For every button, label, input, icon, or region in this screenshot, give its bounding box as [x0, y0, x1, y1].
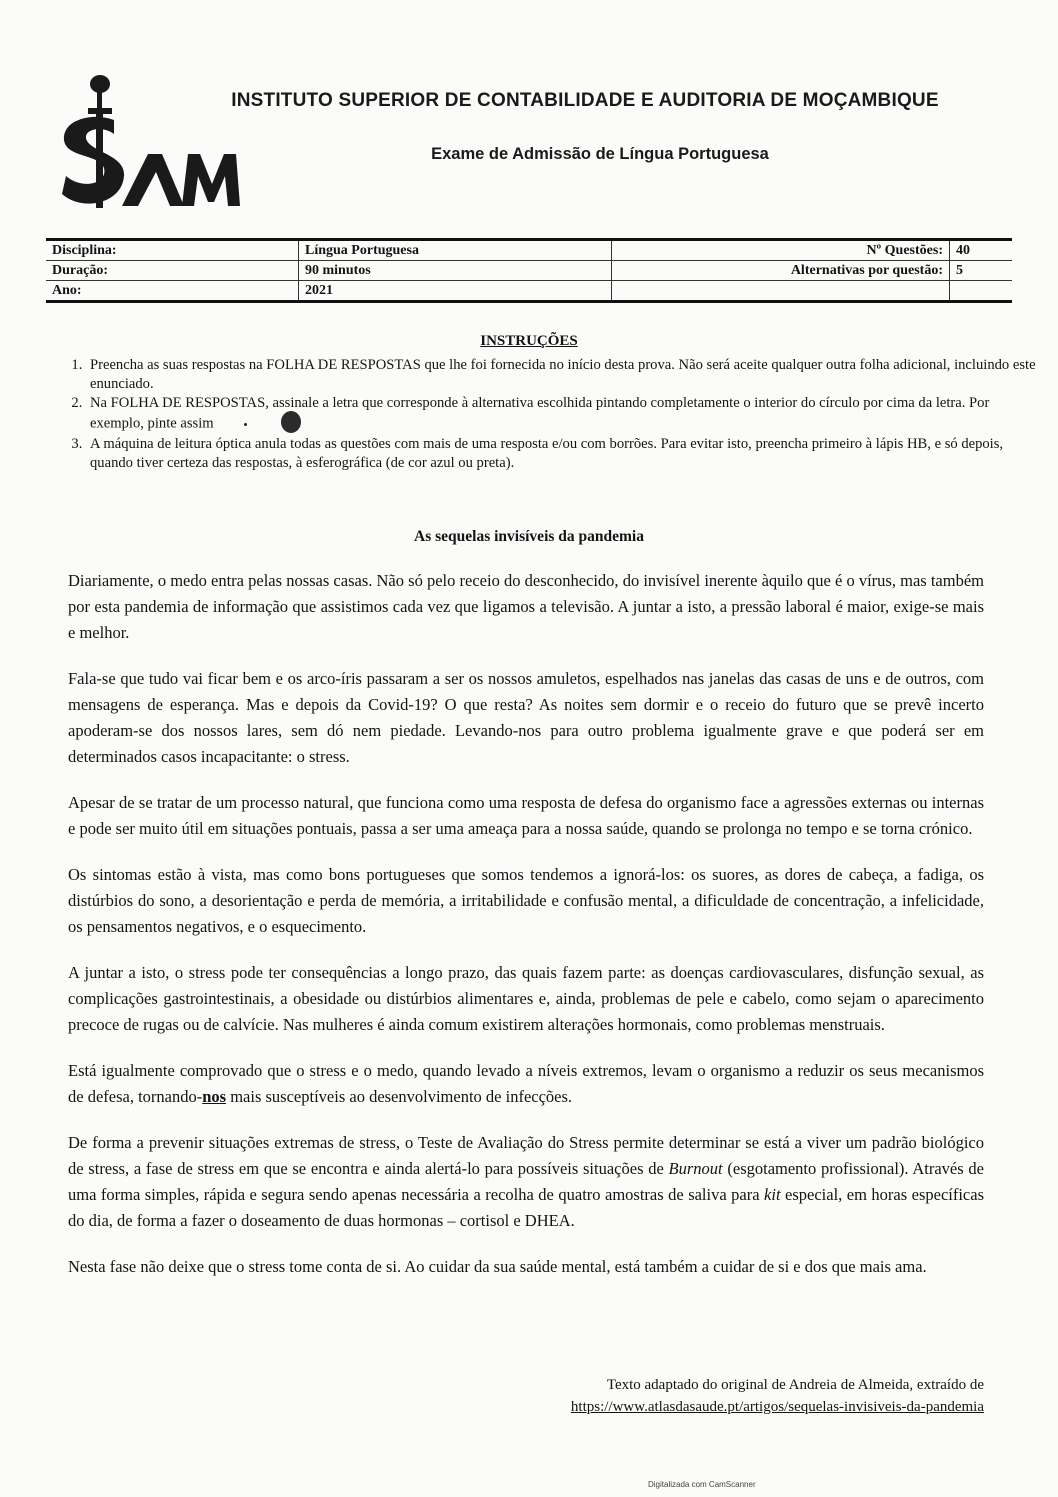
info-right-label: Alternativas por questão:: [612, 261, 950, 281]
credit-text: Texto adaptado do original de Andreia de Almeida, extraído de: [606, 1377, 984, 1393]
info-right-label: Nº Questões:: [612, 240, 950, 261]
instruction-text: A máquina de leitura óptica anula todas as questões com mais de uma resposta e/ou com borrões. Para evitar isto, preencha primeiro à lápis HB, e só depois, quando tiver certeza das respostas, à esferográfica (de cor azul ou preta).: [90, 436, 1004, 471]
italic-term: Burnout: [668, 1159, 723, 1178]
paragraph-text: Está igualmente comprovado que o stress e o medo, quando levado a níveis extremos, levam o organismo a reduzir os seus mecanismos de defesa, tornando-: [68, 1061, 984, 1106]
article-title: As sequelas invisíveis da pandemia: [414, 528, 644, 545]
table-row: [46, 261, 1012, 281]
instruction-item: [86, 435, 1036, 473]
info-value: Língua Portuguesa: [299, 240, 612, 261]
paragraph: A juntar a isto, o stress pode ter consequências a longo prazo, das quais fazem parte: as doenças cardiovasculares, disfunção sexual, as complicações gastrointestinais, a obesidade ou distúrbios alimentares e, ainda, problemas de pele e cabelo, como sejam o aparecimento precoce de rugas ou de calvície. Nas mulheres é ainda comum existirem alterações hormonais, como problemas menstruais.: [68, 963, 984, 1034]
period-dot: [244, 423, 247, 426]
info-value: 2021: [299, 281, 612, 302]
instruction-item: [86, 356, 1036, 394]
source-credit: [571, 1374, 984, 1418]
paragraph: Diariamente, o medo entra pelas nossas casas. Não só pelo receio do desconhecido, do invisível inerente àquilo que é o vírus, mas também por esta pandemia de informação que assistimos cada vez que ligamos a televisão. A juntar a isto, a pressão laboral é maior, exige-se mais e melhor.: [68, 571, 984, 642]
info-right-value: 5: [950, 261, 1013, 281]
paragraph: Nesta fase não deixe que o stress tome conta de si. Ao cuidar da sua saúde mental, está também a cuidar de si e dos que mais ama.: [68, 1257, 927, 1276]
paragraph: Fala-se que tudo vai ficar bem e os arco-íris passaram a ser os nossos amuletos, espelhados nas janelas das casas de uns e de outros, com mensagens de esperança. Mas e depois da Covid-19? O que resta? As noites sem dormir e o receio do futuro que se prevê incerto apoderam-se dos nossos lares, sem dó nem piedade. Levando-nos para outro problema igualmente grave e que poderá ser em determinados casos incapacitante: o stress.: [68, 669, 984, 766]
article-body: [68, 568, 984, 1300]
table-row: [46, 240, 1012, 261]
paragraph-text: (esgotamento profissional). Através de uma forma simples, rápida e segura sendo apenas necessária a recolha de quatro amostras de saliva para: [68, 1159, 984, 1204]
instructions-list: [52, 356, 1036, 473]
paragraph-text: De forma a prevenir situações extremas de stress, o Teste de Avaliação do Stress permite determinar se está a viver um padrão biológico de stress, a fase de stress em que se encontra e ainda alertá-lo para possíveis situações de: [68, 1133, 984, 1178]
paragraph: Os sintomas estão à vista, mas como bons portugueses que somos tendemos a ignorá-los: os suores, as dores de cabeça, a fadiga, os distúrbios do sono, a desorientação e perda de memória, a irritabilidade e confusão mental, a dificuldade de concentração, a infelicidade, os pensamentos negativos, e o esquecimento.: [68, 865, 984, 936]
info-right-value: 40: [950, 240, 1013, 261]
paragraph: [68, 1130, 984, 1234]
underlined-word: nos: [202, 1087, 227, 1106]
source-link[interactable]: https://www.atlasdasaude.pt/artigos/sequelas-invisiveis-da-pandemia: [570, 1399, 984, 1415]
info-label: Ano:: [46, 281, 299, 302]
info-label: Duração:: [46, 261, 299, 281]
paragraph-text: mais susceptíveis ao desenvolvimento de infecções.: [226, 1087, 573, 1106]
paragraph: [68, 1058, 984, 1110]
italic-term: kit: [764, 1185, 781, 1204]
scanner-watermark: Digitalizada com CamScanner: [648, 1480, 756, 1489]
table-row: [46, 281, 1012, 302]
instructions-heading: INSTRUÇÕES: [480, 333, 578, 349]
filled-circle-example-icon: [281, 411, 301, 433]
exam-title: Exame de Admissão de Língua Portuguesa: [431, 145, 769, 163]
paragraph-text: especial, em horas específicas do dia, de forma a fazer o doseamento de duas hormonas – cortisol e DHEA.: [68, 1185, 985, 1230]
info-right-label: [612, 281, 950, 302]
instruction-text: Preencha as suas respostas na FOLHA DE RESPOSTAS que lhe foi fornecida no início desta prova. Não será aceite qualquer outra folha adicional, incluindo este enunciado.: [90, 357, 1036, 392]
info-value: 90 minutos: [299, 261, 612, 281]
info-right-value: [950, 281, 1013, 302]
instruction-text: Na FOLHA DE RESPOSTAS, assinale a letra que corresponde à alternativa escolhida pintando completamente o interior do círculo por cima da letra. Por exemplo, pinte assim: [90, 395, 990, 432]
paragraph: Apesar de se tratar de um processo natural, que funciona como uma resposta de defesa do organismo face a agressões externas ou internas e pode ser muito útil em situações pontuais, passa a ser uma ameaça para a nossa saúde, quando se prolonga no tempo e se torna crónico.: [68, 793, 984, 838]
institution-name: INSTITUTO SUPERIOR DE CONTABILIDADE E AUDITORIA DE MOÇAMBIQUE: [231, 90, 939, 111]
info-label: Disciplina:: [46, 240, 299, 261]
instruction-item: [86, 394, 1036, 435]
exam-info-table: [46, 238, 1012, 303]
